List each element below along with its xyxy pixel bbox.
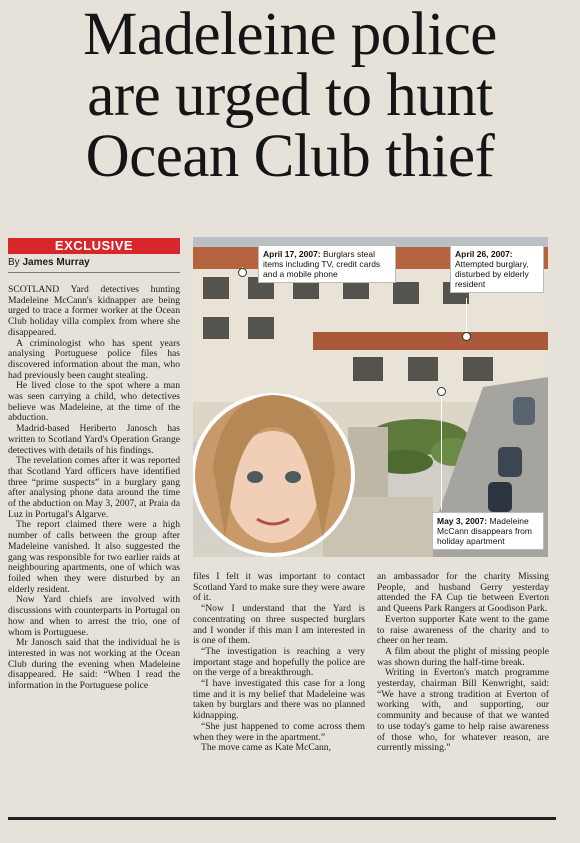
location-dot [437, 387, 446, 396]
headline-line-2: are urged to hunt [87, 62, 493, 129]
callout-text: Burglars steal items including TV, credit cards and a mobile phone [263, 249, 381, 279]
paragraph: “Now I understand that the Yard is concentrating on three suspected burglars and I wonder if this man I am interested in is one of them. [193, 603, 365, 647]
article-column-1 [8, 285, 180, 692]
callout-may-3 [432, 512, 544, 550]
callout-date: April 17, 2007: [263, 249, 321, 259]
paragraph: Madrid-based Heriberto Janosch has written to Scotland Yard's Operation Grange detectives with details of his findings. [8, 423, 180, 456]
byline-prefix: By [8, 257, 20, 268]
callout-text: Attempted burglary, disturbed by elderly resident [455, 259, 529, 289]
bottom-rule [8, 817, 556, 820]
location-dot [462, 332, 471, 341]
paragraph: “The investigation is reaching a very important stage and hopefully the police are on the verge of a breakthrough. [193, 645, 365, 679]
paragraph: “She just happened to come across them when they were in the apartment.” [193, 720, 365, 743]
byline [8, 256, 180, 270]
paragraph: Everton supporter Kate went to the game to raise awareness of the charity and to cheer on her team. [377, 613, 549, 647]
article-column-2 [193, 572, 365, 754]
callout-text: Madeleine McCann disappears from holiday apartment [437, 516, 532, 546]
byline-rule [8, 272, 180, 273]
headline-line-1: Madeleine police [83, 1, 497, 68]
callout-date: May 3, 2007: [437, 516, 488, 526]
paragraph: He lived close to the spot where a man was seen carrying a child, who detectives believe was Madeleine, at the time of the abduction. [8, 380, 180, 424]
paragraph: files I felt it was important to contact Scotland Yard to make sure they were aware of it. [193, 571, 365, 604]
paragraph: A criminologist who has spent years analysing Portuguese police files has discovered information about the man, who had previously been caught stealing. [8, 337, 180, 381]
leader-line [466, 298, 467, 332]
paragraph: SCOTLAND Yard detectives hunting Madeleine McCann's kidnapper are being urged to trace a former worker at the Ocean Club holiday villa complex from where she disappeared. [8, 284, 180, 338]
leader-line [441, 392, 442, 510]
paragraph: The revelation comes after it was reported that Scotland Yard officers have identified three “prime suspects” in a burglary gang after analysing phone data around the time of the abduction on May 3, 2007, at Praia da Luz in Portugal's Algarve. [8, 455, 180, 520]
callout-date: April 26, 2007: [455, 249, 513, 259]
paragraph: The report claimed there were a high number of calls between the group after Madeleine vanished. It also suggested the gang was responsible for two earlier raids at neighbouring apartments, one of which was foiled when they were disturbed by an elderly resident. [8, 519, 180, 595]
paragraph: Now Yard chiefs are involved with discussions with counterparts in Portugal on how and when to arrest the trio, one of whom is Portuguese. [8, 594, 180, 638]
headline-line-3: Ocean Club thief [85, 123, 495, 190]
headline [0, 1, 580, 190]
exclusive-banner: EXCLUSIVE [8, 238, 180, 254]
paragraph: Writing in Everton's match programme yesterday, chairman Bill Kenwright, said: “We have a strong tradition at Everton of working with, and supporting, our community and because of that we wanted to use today's game to help raise awareness of those who, for whatever reason, are currently missing.” [377, 667, 549, 754]
paragraph: A film about the plight of missing people was shown during the half-time break. [377, 645, 549, 668]
location-dot [238, 268, 247, 277]
paragraph: The move came as Kate McCann, [201, 742, 331, 754]
callout-april-26 [450, 245, 544, 293]
byline-author: James Murray [22, 257, 90, 268]
paragraph: “I have investigated this case for a long time and it is my belief that Madeleine was taken by burglars and there was no planned kidnapping. [193, 678, 365, 722]
paragraph: an ambassador for the charity Missing People, and husband Gerry yesterday attended the FA Cup tie between Everton and Queens Park Rangers at Goodison Park. [377, 571, 549, 615]
paragraph: Mr Janosch said that the individual he is interested in was not working at the Ocean Club during the evening when Madeleine disappeared. He said: “When I read the information in the Portuguese police [8, 637, 180, 692]
article-column-3 [377, 572, 549, 754]
callout-april-17 [258, 245, 396, 283]
